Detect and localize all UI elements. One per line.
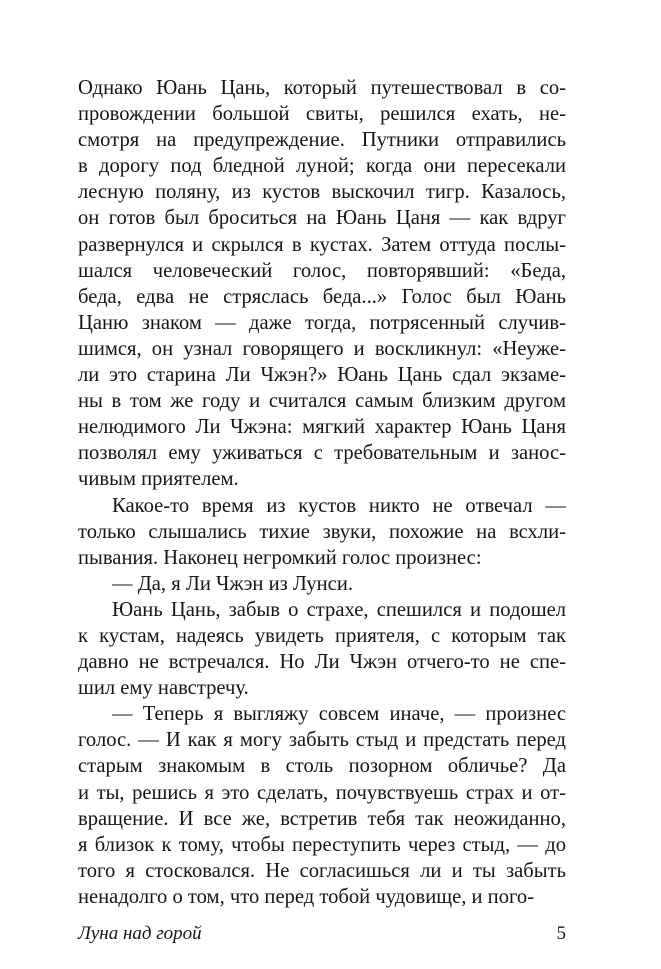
text-line: смотря на предупреждение. Путники отправились [78,129,566,152]
text-line: нелюдимого Ли Чжэна: мягкий характер Юань Цаня [78,416,566,439]
text-line: он готов был броситься на Юань Цаня — как вдруг [78,207,566,230]
text-line: того я стосковался. Не согласишься ли и ты забыть [78,859,566,882]
text-line: Юань Цань, забыв о страхе, спешился и подошел [112,598,566,621]
page-number: 5 [556,923,566,944]
running-footer-title: Луна над горой [78,923,202,944]
text-line: провождении большой свиты, решился ехать, не- [78,103,566,126]
text-line: ны в том же году и считался самым близким другом [78,390,566,413]
text-line: ли это старина Ли Чжэн?» Юань Цань сдал экзаме- [78,364,566,387]
text-line: шил ему навстречу. [78,677,249,700]
text-line: позволял ему уживаться с требовательным и занос- [78,442,566,465]
text-line: я близок к тому, чтобы переступить через стыд, — до [78,833,566,856]
text-line: вращение. И все же, встретив тебя так неожиданно, [78,807,566,830]
text-line: в дорогу под бледной луной; когда они пересекали [78,155,566,178]
text-line: чивым приятелем. [78,468,239,491]
text-line: старым знакомым в столь позорном обличье? Да [78,755,566,778]
text-line: развернулся и скрылся в кустах. Затем оттуда послы- [78,233,566,256]
text-line: лесную поляну, из кустов выскочил тигр. Казалось, [78,181,566,204]
text-line: и ты, решись я это сделать, почувствуешь страх и от- [78,781,566,804]
text-line: — Да, я Ли Чжэн из Лунси. [112,572,353,595]
text-line: шался человеческий голос, повторявший: «Беда, [78,259,566,282]
text-line: беда, едва не стряслась беда...» Голос был Юань [78,285,566,308]
body-text [78,75,566,910]
text-line: к кустам, надеясь увидеть приятеля, с которым так [78,624,566,647]
text-line: давно не встречался. Но Ли Чжэн отчего-то не спе- [78,651,566,674]
text-line: — Теперь я выгляжу совсем иначе, — произнес [112,703,566,726]
text-line: голос. — И как я могу забыть стыд и предстать перед [78,729,566,752]
text-line: ненадолго о том, что перед тобой чудовище, и пого- [78,885,535,908]
text-line: шимся, он узнал говорящего и воскликнул: «Неуже- [78,337,566,360]
text-line: Цаню знаком — даже тогда, потрясенный случив- [78,311,566,334]
text-line: пывания. Наконец негромкий голос произнес: [78,546,482,569]
text-line: Какое-то время из кустов никто не отвечал — [112,494,566,517]
text-line: только слышались тихие звуки, похожие на всхли- [78,520,566,543]
text-line: Однако Юань Цань, который путешествовал в со- [78,77,566,99]
